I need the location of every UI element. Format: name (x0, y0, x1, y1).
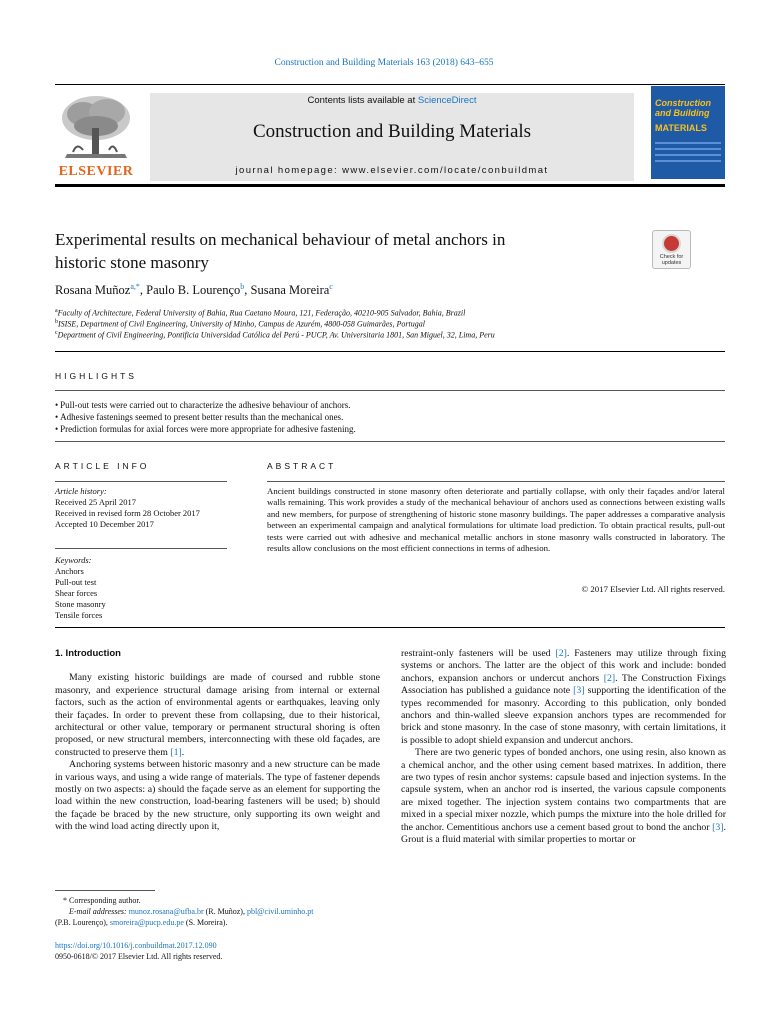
email-owner: (R. Muñoz), (203, 907, 247, 916)
highlight-item: • Prediction formulas for axial forces were more appropriate for adhesive fastening. (55, 423, 356, 435)
keywords-label: Keywords: (55, 555, 92, 565)
paragraph (401, 648, 726, 747)
paragraph-text: supporting the identification of the types recommended for masonry. According to this publication, only bonded anchors and thin-walled sleeve expansion anchors types are recommended for brick and stone masonry. In the case of stone masonry, with certain limitations, it is possible to adopt shield expansion and undercut anchors. (401, 685, 726, 746)
journal-cover-thumbnail[interactable] (651, 86, 725, 179)
affiliation-mark: a (55, 308, 58, 314)
affiliation-text: Faculty of Architecture, Federal University of Bahia, Rua Caetano Moura, 121, Federação, 40210-905 Salvador, Bahia, Brazil (57, 308, 466, 318)
author-name[interactable]: Paulo B. Lourenço (146, 283, 241, 298)
history-entry: Received in revised form 28 October 2017 (55, 508, 200, 518)
paragraph-text: . Grout is a fluid material with similar properties to mortar or (401, 821, 726, 846)
footnotes (55, 895, 380, 928)
reference-link[interactable]: [3] (573, 685, 585, 697)
email-owner: (P.B. Lourenço), (55, 918, 110, 927)
affiliation (55, 328, 495, 341)
reference-link[interactable]: [1] (170, 746, 182, 758)
abstract-rule (267, 481, 725, 482)
history-entry: Received 25 April 2017 (55, 497, 136, 507)
paragraph-text: . (181, 746, 185, 758)
affiliation-text: ISISE, Department of Civil Engineering, University of Minho, Campus de Azurém, 4800-058 Guimarães, Portugal (58, 319, 425, 329)
highlight-item: • Pull-out tests were carried out to characterize the adhesive behaviour of anchors. (55, 399, 356, 411)
history-entry: Accepted 10 December 2017 (55, 519, 154, 529)
cover-stripe (655, 160, 721, 162)
author-list (55, 282, 333, 298)
author-name[interactable]: Susana Moreira (250, 283, 330, 298)
journal-title: Construction and Building Materials (252, 121, 532, 142)
doi-link[interactable]: https://doi.org/10.1016/j.conbuildmat.2017.12.090 (55, 941, 217, 950)
author-separator: , (244, 283, 251, 298)
keyword: Anchors (55, 566, 84, 576)
affiliation-text: Department of Civil Engineering, Pontificia Universidad Católica del Perú - PUCP, Av. Universitaria 1801, San Miguel, 32, Lima, Peru (57, 330, 495, 340)
paragraph-text: . The Construction Fixings Association has published a guidance note (401, 672, 726, 697)
paragraph-text: Many existing historic buildings are made of coursed and rubble stone masonry, and experience structural damage arising from internal or external factors, such as the action of environmental agents or earthquakes, leaving only their façades. In order to prevent these from collapsing, due to their historical, architectural or other value, temporary or permanent structural shoring is often proposed, or new structural members, interconnecting with these old façades, are constructed to preserve them (55, 672, 380, 758)
email-link[interactable]: munoz.rosana@ufba.br (128, 907, 204, 916)
affiliation-mark: b (55, 319, 58, 325)
section-heading: 1. Introduction (55, 648, 121, 659)
article-title (55, 228, 615, 274)
body-divider (55, 627, 725, 628)
cover-stripe (655, 148, 721, 150)
reference-link[interactable]: [2] (603, 672, 616, 684)
abstract-text: Ancient buildings constructed in stone masonry often deteriorate and partially collapse, with only their façades and/or lateral walls remaining. This work provides a study of the mechanical behaviour of anchors used as connections between existing walls and new members, for purpose of strengthening of historic stone masonry buildings. The paper addresses a comparative analysis between an experimental campaign and analytical formulations for ultimate load prediction. To obtain practical results, pull-out tests were carried out with adhesive and mechanical metallic anchors in stone masonry walls constructed in laboratory. The results allow conclusions on the most efficient connections in terms of adhesion. (267, 486, 725, 554)
article-history (55, 486, 200, 530)
article-history-label: Article history: (55, 486, 107, 496)
sciencedirect-link[interactable]: ScienceDirect (417, 95, 477, 106)
reference-link[interactable]: [2] (555, 648, 567, 659)
author-affil-mark[interactable]: c (329, 282, 333, 291)
header-top-rule (55, 84, 725, 85)
cover-stripe (655, 142, 721, 144)
highlights-bottom-rule (55, 441, 725, 442)
body-left-column (55, 648, 380, 834)
highlights-rule (55, 390, 725, 391)
journal-citation[interactable]: Construction and Building Materials 163 (2018) 643–655 (274, 58, 494, 68)
section-divider (55, 351, 725, 352)
body-right-column (401, 648, 726, 847)
highlights-heading: HIGHLIGHTS (55, 371, 137, 381)
keyword: Tensile forces (55, 610, 103, 620)
cover-stripe (655, 154, 721, 156)
cover-title: Construction and Building (655, 98, 711, 118)
reference-link[interactable]: [3] (712, 821, 724, 833)
keyword: Pull-out test (55, 577, 97, 587)
author-name[interactable]: Rosana Muñoz (55, 283, 131, 298)
check-updates-label: Check for updates (659, 254, 684, 266)
paragraph-text: . Fasteners may utilize through fixing systems or anchors. The latter are the object of this work and include: bonded anchors, expansion anchors or undercut anchors (401, 648, 726, 684)
journal-homepage[interactable]: journal homepage: www.elsevier.com/locate/conbuildmat (235, 165, 549, 176)
author-affil-mark[interactable]: b (240, 282, 245, 291)
author-affil-mark[interactable]: a,* (130, 282, 140, 291)
email-label: E-mail addresses: (69, 907, 129, 916)
keywords-rule (55, 548, 227, 549)
paragraph-text: restraint-only fasteners will be used (401, 648, 556, 659)
highlight-item: • Adhesive fastenings seemed to present better results than the mechanical ones. (55, 411, 356, 423)
abstract-copyright: © 2017 Elsevier Ltd. All rights reserved. (581, 584, 725, 594)
highlights-list (55, 399, 356, 435)
article-title-line: Experimental results on mechanical behaviour of metal anchors in (55, 230, 506, 249)
doi-block (55, 940, 222, 962)
footnote-rule (55, 890, 155, 891)
paragraph-text: There are two generic types of bonded anchors, one using resin, also known as a chemical anchor, and the other using cement based matrixes. In addition, there are two types of resin anchor systems: capsule based and injection systems. In the capsule system, when an anchor rod is inserted, the various capsule components are mixed together. The injection system contains two compartments that are mixed in a special mixer nozzle, which pumps the mixture into the hole drilled for the anchor. Cementitious anchors use a cement based grout to bond the anchor (401, 747, 726, 833)
paragraph (401, 747, 726, 846)
paragraph (55, 672, 380, 759)
contents-line (150, 95, 634, 106)
contents-prefix: Contents lists available at (307, 95, 418, 106)
affiliation-mark: c (55, 330, 58, 336)
keywords-block (55, 555, 106, 621)
corresponding-text: Corresponding author. (69, 896, 141, 905)
keyword: Shear forces (55, 588, 98, 598)
paragraph: Anchoring systems between historic masonry and a new structure can be made in various ways, and using a wide range of materials. The type of fastener depends mostly on two aspects: a) should the façade serve as an element for supporting the load within the new construction, load-bearing fasteners will be used; b) should the façade be braced by the new structure, only supporting its own weight and with the wind load acting directly upon it, (55, 759, 380, 833)
cover-subtitle: MATERIALS (655, 123, 707, 133)
header-bottom-rule (55, 184, 725, 187)
check-for-updates-badge[interactable] (652, 230, 691, 269)
article-info-rule (55, 481, 227, 482)
article-title-line: historic stone masonry (55, 253, 209, 272)
article-info-heading: ARTICLE INFO (55, 461, 150, 471)
email-link[interactable]: pbl@civil.uminho.pt (246, 907, 314, 916)
email-note (55, 906, 380, 917)
author-separator: , (139, 283, 147, 298)
email-link[interactable]: smoreira@pucp.edu.pe (109, 918, 184, 927)
email-owner: (S. Moreira). (183, 918, 228, 927)
elsevier-wordmark: ELSEVIER (58, 164, 134, 179)
keyword: Stone masonry (55, 599, 106, 609)
check-updates-icon (662, 234, 681, 253)
email-note-cont (55, 917, 380, 928)
issn-line: 0950-0618/© 2017 Elsevier Ltd. All rights reserved. (55, 952, 223, 961)
corresponding-note: * Corresponding author. (63, 896, 141, 905)
abstract-heading: ABSTRACT (267, 461, 337, 471)
